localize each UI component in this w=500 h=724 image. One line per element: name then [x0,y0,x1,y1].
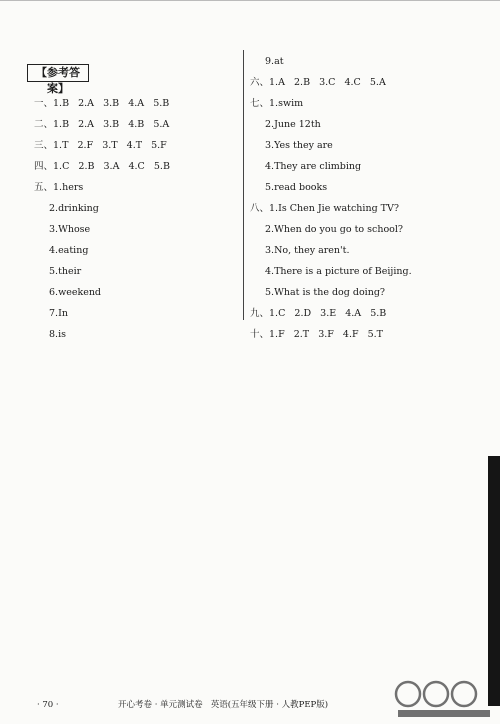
answer-text: 2.When do you go to school? [265,224,404,235]
answer-text: 1.C 2.D 3.E 4.A 5.B [269,308,387,319]
answer-line [250,308,386,320]
answer-line [49,266,81,278]
answer-text: 8.is [49,329,66,340]
answer-line [34,182,83,194]
page-number: · 70 · [37,700,59,710]
answer-line [34,140,167,152]
answer-text: 1.Is Chen Jie watching TV? [269,203,399,214]
answer-line [49,287,101,299]
section-number: 三、 [34,140,54,151]
answer-line [265,182,327,194]
section-number: 四、 [34,161,54,172]
section-number: 七、 [250,98,270,109]
answer-text: 1.swim [269,98,304,109]
section-number: 二、 [34,119,54,130]
answer-line [34,98,169,110]
answer-text: 3.Yes they are [265,140,333,151]
answer-line [265,266,412,278]
answer-line [49,245,88,257]
answer-line [265,245,349,257]
answer-line [49,203,99,215]
answer-text: 1.F 2.T 3.F 4.F 5.T [269,329,384,340]
answer-line [34,161,170,173]
answer-line [250,203,399,215]
answer-text: 1.B 2.A 3.B 4.A 5.B [53,98,170,109]
answer-text: 5.What is the dog doing? [265,287,385,298]
answer-line [265,224,403,236]
top-rule [0,0,500,1]
section-number: 八、 [250,203,270,214]
book-title: 开心考卷 · 单元测试卷 英语(五年级下册 · 人教PEP版) [118,700,329,710]
answer-text: 5.their [49,266,82,277]
answer-text: 1.T 2.F 3.T 4.T 5.F [53,140,167,151]
answer-text: 3.No, they aren't. [265,245,350,256]
answer-line [49,224,90,236]
answer-text: 4.They are climbing [265,161,362,172]
answer-text: 2.June 12th [265,119,321,130]
watermark-logo [394,680,494,720]
answer-line [265,56,284,68]
answer-text: 5.read books [265,182,328,193]
answer-text: 2.drinking [49,203,99,214]
answer-line [250,77,386,89]
section-number: 一、 [34,98,54,109]
answer-line [265,161,361,173]
answer-text: 7.In [49,308,68,319]
answer-line [265,140,333,152]
answer-text: 4.There is a picture of Beijing. [265,266,412,277]
answer-line [265,287,385,299]
answer-text: 3.Whose [49,224,91,235]
answer-line [49,329,66,341]
answer-line [34,119,169,131]
answer-text: 4.eating [49,245,89,256]
answer-text: 1.C 2.B 3.A 4.C 5.B [53,161,170,172]
answer-line [49,308,68,320]
column-divider [243,50,244,320]
answer-text: 6.weekend [49,287,102,298]
answer-line [265,119,321,131]
answer-text: 1.B 2.A 3.B 4.B 5.A [53,119,170,130]
page-edge-tab [488,456,500,706]
section-number: 九、 [250,308,270,319]
answer-text: 1.A 2.B 3.C 4.C 5.A [269,77,386,88]
answer-line [250,98,303,110]
section-number: 十、 [250,329,270,340]
answer-text: 1.hers [53,182,84,193]
section-number: 六、 [250,77,270,88]
answer-text: 9.at [265,56,284,67]
answer-key-heading: 【参考答案】 [27,64,89,82]
section-number: 五、 [34,182,54,193]
answer-line [250,329,383,341]
